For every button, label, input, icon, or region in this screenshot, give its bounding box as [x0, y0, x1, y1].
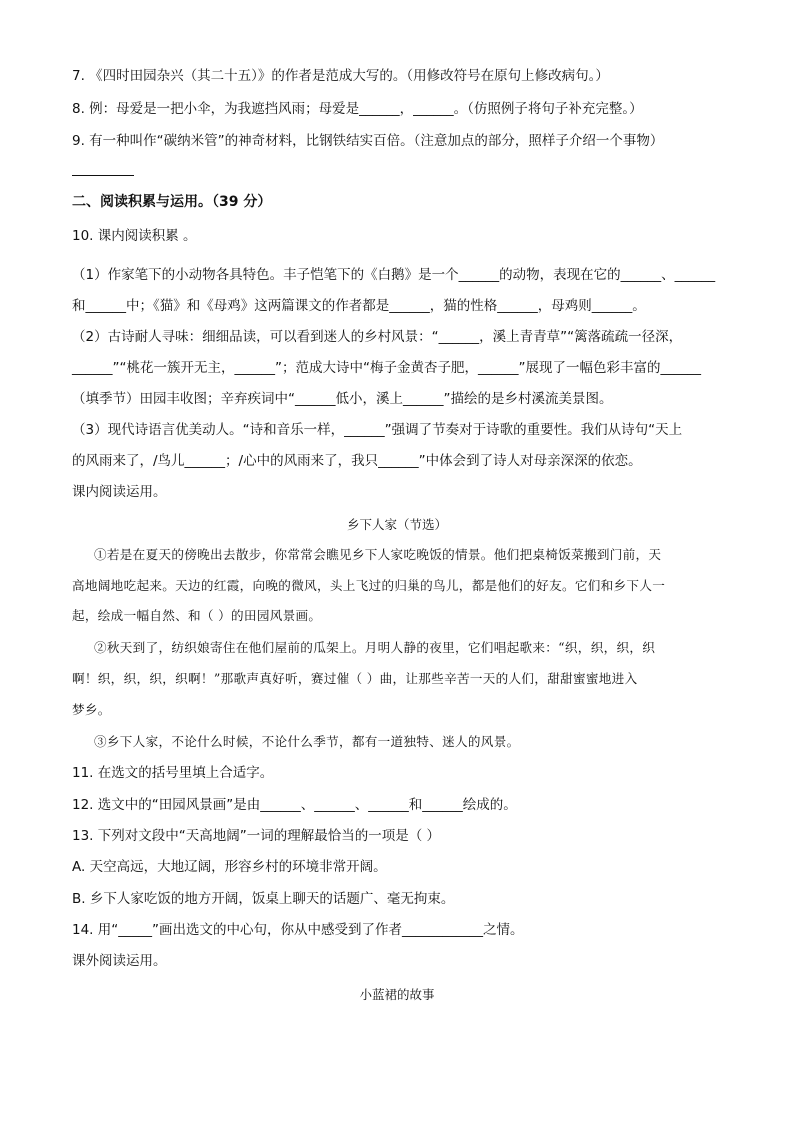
question-10-2-line2: ______”“桃花一簇开无主，______”；范成大诗中“梅子金黄杏子肥，______”展现了一幅色彩丰富的______	[72, 360, 701, 376]
passage-paragraph-2-line1: ②秋天到了，纺织娘寄住在他们屋前的瓜架上。月明人静的夜里，它们唱起歌来：“织，织，织，织	[94, 640, 656, 655]
option-a: A. 天空高远，大地辽阔，形容乡村的环境非常开阔。	[72, 859, 387, 875]
question-11: 11. 在选文的括号里填上合适字。	[72, 765, 274, 781]
question-10-1-line1: （1）作家笔下的小动物各具特色。丰子恺笔下的《白鹅》是一个______的动物，表现在它的______、______	[72, 267, 716, 283]
option-b: B. 乡下人家吃饭的地方开阔，饭桌上聊天的话题广、毫无拘束。	[72, 891, 455, 907]
question-7: 7. 《四时田园杂兴（其二十五）》的作者是范成大写的。（用修改符号在原句上修改病句。）	[72, 68, 609, 84]
passage-paragraph-1-line2: 高地阔地吃起来。天边的红霞，向晚的微风，头上飞过的归巢的鸟儿，都是他们的好友。它们和乡下人一	[72, 578, 666, 593]
question-10-1-line2: 和______中；《猫》和《母鸡》这两篇课文的作者都是______，猫的性格______，母鸡则______。	[72, 298, 646, 314]
inclass-reading-label: 课内阅读运用。	[72, 484, 167, 500]
passage-paragraph-1-line3: 起，绘成一幅自然、和（ ）的田园风景画。	[72, 608, 322, 623]
passage-paragraph-3: ③乡下人家，不论什么时候，不论什么季节，都有一道独特、迷人的风景。	[94, 734, 520, 749]
passage-2-title: 小蓝裙的故事	[359, 987, 435, 1002]
passage-title: 乡下人家（节选）	[346, 517, 447, 532]
question-10-3-line1: （3）现代诗语言优美动人。“诗和音乐一样，______”强调了节奏对于诗歌的重要性。我们从诗句“天上	[72, 422, 683, 438]
section-heading: 二、阅读积累与运用。（39 分）	[72, 194, 272, 210]
passage-paragraph-2-line2: 啊！织，织，织，织啊！”那歌声真好听，赛过催（ ）曲，让那些辛苦一天的人们，甜甜蜜蜜地进入	[72, 671, 638, 686]
question-10: 10. 课内阅读积累 。	[72, 228, 197, 244]
question-12: 12. 选文中的“田园风景画”是由______、______、______和______绘成的。	[72, 797, 517, 813]
question-8: 8. 例：母爱是一把小伞，为我遮挡风雨；母爱是______，______。（仿照例子将句子补充完整。）	[72, 101, 643, 117]
answer-line	[72, 175, 134, 176]
question-10-2-line1: （2）古诗耐人寻味：细细品读，可以看到迷人的乡村风景：“______，溪上青青草”“篱落疏疏一径深，	[72, 329, 683, 345]
question-10-2-line3: （填季节）田园丰收图；辛弃疾词中“______低小，溪上______”描绘的是乡村溪流美景图。	[72, 391, 613, 407]
question-13: 13. 下列对文段中“天高地阔”一词的理解最恰当的一项是（ ）	[72, 828, 441, 844]
question-10-3-line2: 的风雨来了，/鸟儿______；/心中的风雨来了，我只______”中体会到了诗人对母亲深深的依恋。	[72, 453, 642, 469]
passage-paragraph-2-line3: 梦乡。	[72, 702, 111, 717]
question-9: 9. 有一种叫作“碳纳米管”的神奇材料，比钢铁结实百倍。（注意加点的部分，照样子介绍一个事物）	[72, 133, 664, 149]
passage-paragraph-1-line1: ①若是在夏天的傍晚出去散步，你常常会瞧见乡下人家吃晚饭的情景。他们把桌椅饭菜搬到门前，天	[94, 547, 662, 562]
question-14: 14. 用“_____”画出选文的中心句，你从中感受到了作者____________之情。	[72, 922, 524, 938]
outclass-reading-label: 课外阅读运用。	[72, 953, 167, 969]
